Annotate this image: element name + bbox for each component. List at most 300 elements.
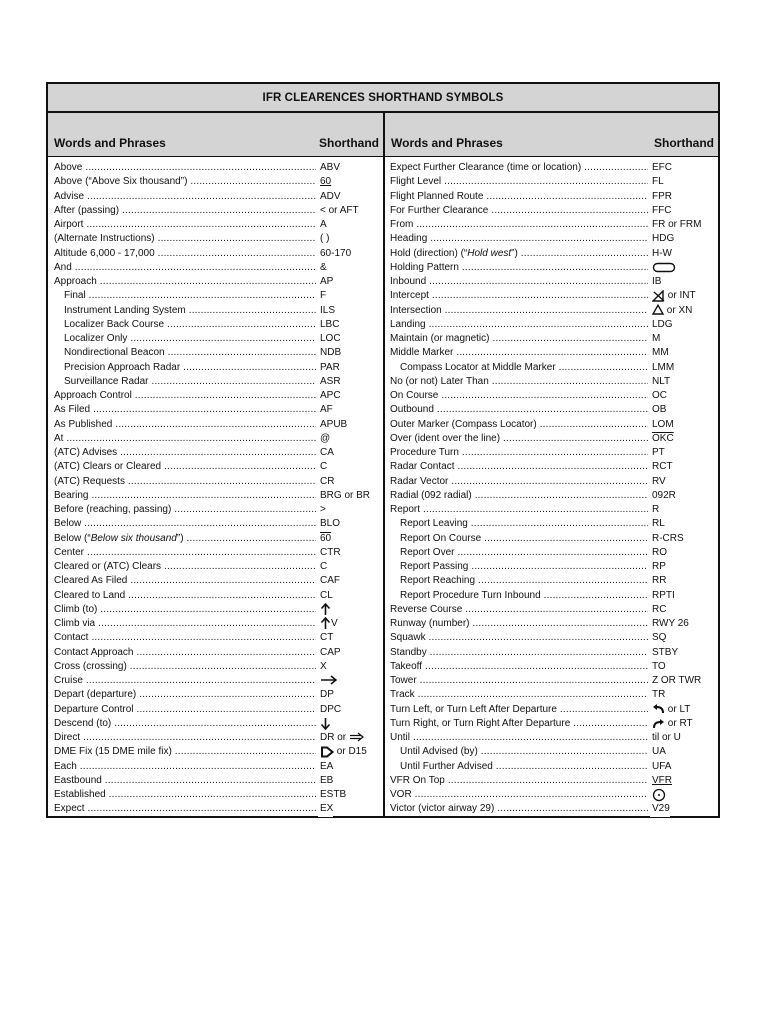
- shorthand: ESTB: [318, 788, 346, 802]
- shorthand: [318, 717, 331, 731]
- shorthand: RC: [650, 603, 666, 617]
- phrase: Until .....: [390, 731, 648, 745]
- phrase: Outer Marker (Compass Locator) .....: [390, 418, 648, 432]
- shorthand: FR or FRM: [650, 218, 701, 232]
- table-row: [385, 760, 718, 774]
- shorthand: CAP: [318, 646, 341, 660]
- phrase: From .....: [390, 218, 648, 232]
- shorthand: ABV: [318, 161, 340, 175]
- shorthand: RO: [650, 546, 667, 560]
- right-column: [385, 113, 718, 816]
- phrase: Maintain (or magnetic) .....: [390, 332, 648, 346]
- phrase: Above .....: [54, 161, 316, 175]
- shorthand: EA: [318, 760, 333, 774]
- table-row: [385, 289, 718, 303]
- table-row: [385, 560, 718, 574]
- shorthand: @: [318, 432, 330, 446]
- shorthand: $\overline{OKC}$: [650, 432, 674, 446]
- table-row: [385, 674, 718, 688]
- shorthand: ADV: [318, 190, 341, 204]
- phrase: Direct .....: [54, 731, 316, 745]
- phrase: Localizer Back Course .....: [54, 318, 316, 332]
- phrase: No (or not) Later Than .....: [390, 375, 648, 389]
- holding-pattern-icon: [652, 262, 676, 273]
- shorthand: CAF: [318, 574, 340, 588]
- shorthand: 092R: [650, 489, 676, 503]
- shorthand: V: [318, 617, 338, 631]
- shorthand: MM: [650, 346, 669, 360]
- phrase: As Filed .....: [54, 403, 316, 417]
- shorthand: LBC: [318, 318, 339, 332]
- table-row: [48, 275, 383, 289]
- table-row: [48, 574, 383, 588]
- phrase: Above (“Above Six thousand”) .....: [54, 175, 316, 189]
- shorthand: BLO: [318, 517, 340, 531]
- phrase: Approach Control .....: [54, 389, 316, 403]
- table-row: [48, 204, 383, 218]
- arrow-down-icon: [320, 718, 331, 729]
- phrase: Outbound .....: [390, 403, 648, 417]
- shorthand: APC: [318, 389, 341, 403]
- intercept-icon: [652, 290, 665, 301]
- table-row: [385, 774, 718, 788]
- shorthand: AP: [318, 275, 333, 289]
- shorthand: F: [318, 289, 326, 303]
- direct-arrow-icon: [349, 732, 365, 743]
- phrase: Turn Left, or Turn Left After Departure .....: [390, 703, 648, 717]
- table-row: [385, 703, 718, 717]
- shorthand: CL: [318, 589, 333, 603]
- table-row: [385, 731, 718, 745]
- phrase: Takeoff .....: [390, 660, 648, 674]
- table-row: [48, 304, 383, 318]
- phrase: Localizer Only .....: [54, 332, 316, 346]
- phrase: Intersection .....: [390, 304, 648, 318]
- shorthand: UA: [650, 745, 666, 759]
- table-row: [48, 389, 383, 403]
- shorthand: DR or: [318, 731, 365, 745]
- shorthand: [318, 674, 338, 688]
- phrase: Depart (departure) .....: [54, 688, 316, 702]
- phrase: Track .....: [390, 688, 648, 702]
- phrase: Cleared to Land .....: [54, 589, 316, 603]
- shorthand: or RT: [650, 717, 693, 731]
- phrase: Radial (092 radial) .....: [390, 489, 648, 503]
- table-row: [385, 475, 718, 489]
- table-row: [48, 346, 383, 360]
- table-row: [48, 717, 383, 731]
- table-row: [385, 589, 718, 603]
- phrase: After (passing) .....: [54, 204, 316, 218]
- phrase: Before (reaching, passing) .....: [54, 503, 316, 517]
- shorthand: UFA: [650, 760, 671, 774]
- shorthand: M: [650, 332, 660, 346]
- phrase: Approach .....: [54, 275, 316, 289]
- shorthand: [650, 788, 666, 803]
- shorthand: ASR: [318, 375, 341, 389]
- shorthand: EX: [318, 802, 333, 816]
- shorthand: LMM: [650, 361, 674, 375]
- phrase: VFR On Top .....: [390, 774, 648, 788]
- shorthand: A: [318, 218, 327, 232]
- words-header: Words and Phrases: [391, 136, 503, 150]
- phrase: Report Leaving .....: [390, 517, 648, 531]
- shorthand: ILS: [318, 304, 335, 318]
- table-row: [48, 688, 383, 702]
- table-row: [48, 703, 383, 717]
- phrase: Eastbound .....: [54, 774, 316, 788]
- shorthand: LOC: [318, 332, 341, 346]
- table-row: [385, 375, 718, 389]
- phrase: Climb (to) .....: [54, 603, 316, 617]
- shorthand: ( ): [318, 232, 329, 246]
- table-row: [385, 489, 718, 503]
- table-row: [48, 774, 383, 788]
- shorthand: RPTI: [650, 589, 675, 603]
- phrase: For Further Clearance .....: [390, 204, 648, 218]
- shorthand: 60: [318, 175, 331, 189]
- turn-right-icon: [652, 718, 665, 729]
- phrase: Nondirectional Beacon .....: [54, 346, 316, 360]
- shorthand: C: [318, 560, 327, 574]
- shorthand: LDG: [650, 318, 673, 332]
- phrase: Heading .....: [390, 232, 648, 246]
- phrase: Advise .....: [54, 190, 316, 204]
- table-row: [48, 745, 383, 759]
- words-header: Words and Phrases: [54, 136, 166, 150]
- shorthand: >: [318, 503, 326, 517]
- right-column-header: [385, 113, 718, 157]
- table-row: [48, 660, 383, 674]
- phrase: Over (ident over the line) .....: [390, 432, 648, 446]
- table-row: [385, 631, 718, 645]
- table-row: [385, 446, 718, 460]
- phrase: Precision Approach Radar .....: [54, 361, 316, 375]
- table-row: [385, 232, 718, 246]
- table-row: [385, 247, 718, 261]
- table-row: [48, 418, 383, 432]
- table-row: [48, 546, 383, 560]
- phrase: Until Further Advised .....: [390, 760, 648, 774]
- phrase: Tower .....: [390, 674, 648, 688]
- table-row: [48, 489, 383, 503]
- table-row: [385, 745, 718, 759]
- vor-icon: [652, 790, 666, 801]
- table-row: [385, 432, 718, 446]
- shorthand: or INT: [650, 289, 696, 303]
- shorthand: OC: [650, 389, 667, 403]
- table-row: [385, 688, 718, 702]
- table-row: [385, 332, 718, 346]
- phrase: (Alternate Instructions) .....: [54, 232, 316, 246]
- table-row: [385, 617, 718, 631]
- dme-fix-icon: [320, 746, 334, 757]
- shorthand: R: [650, 503, 659, 517]
- table-row: [385, 603, 718, 617]
- table-row: [385, 204, 718, 218]
- table-row: [48, 161, 383, 175]
- table-row: [48, 218, 383, 232]
- shorthand-header: Shorthand: [654, 136, 714, 150]
- table-row: [48, 631, 383, 645]
- phrase: (ATC) Clears or Cleared .....: [54, 460, 316, 474]
- shorthand: NDB: [318, 346, 341, 360]
- table-row: [385, 532, 718, 546]
- shorthand: VFR: [650, 774, 672, 788]
- shorthand: NLT: [650, 375, 670, 389]
- shorthand: DP: [318, 688, 334, 702]
- table-row: [385, 261, 718, 275]
- phrase: Contact Approach .....: [54, 646, 316, 660]
- shorthand: Z OR TWR: [650, 674, 701, 688]
- phrase: Turn Right, or Turn Right After Departure .....: [390, 717, 648, 731]
- shorthand: [318, 603, 331, 617]
- table-row: [48, 731, 383, 745]
- shorthand: CT: [318, 631, 333, 645]
- phrase: Bearing .....: [54, 489, 316, 503]
- shorthand: RL: [650, 517, 665, 531]
- phrase: Each .....: [54, 760, 316, 774]
- arrow-right-icon: [320, 675, 338, 686]
- phrase: Descend (to) .....: [54, 717, 316, 731]
- triangle-icon: [652, 305, 664, 316]
- table-row: [385, 190, 718, 204]
- phrase: Inbound .....: [390, 275, 648, 289]
- shorthand: 60-170: [318, 247, 351, 261]
- table-row: [48, 403, 383, 417]
- phrase: Report Procedure Turn Inbound .....: [390, 589, 648, 603]
- table-row: [385, 275, 718, 289]
- table-row: [48, 175, 383, 189]
- table-row: [48, 674, 383, 688]
- shorthand: OB: [650, 403, 666, 417]
- table-row: [385, 418, 718, 432]
- shorthand: PAR: [318, 361, 340, 375]
- left-column: [48, 113, 385, 816]
- table-row: [385, 304, 718, 318]
- phrase: Hold (direction) (“Hold west”) .....: [390, 247, 648, 261]
- phrase: Surveillance Radar .....: [54, 375, 316, 389]
- phrase: Report .....: [390, 503, 648, 517]
- table-row: [48, 190, 383, 204]
- table-row: [385, 717, 718, 731]
- shorthand: AF: [318, 403, 333, 417]
- table-row: [48, 517, 383, 531]
- phrase: Squawk .....: [390, 631, 648, 645]
- table-row: [48, 332, 383, 346]
- phrase: Holding Pattern .....: [390, 261, 648, 275]
- phrase: (ATC) Advises .....: [54, 446, 316, 460]
- shorthand: RV: [650, 475, 666, 489]
- shorthand: til or U: [650, 731, 681, 745]
- shorthand: [650, 261, 676, 275]
- left-rows: [48, 161, 383, 817]
- table-row: [48, 446, 383, 460]
- phrase: DME Fix (15 DME mile fix) .....: [54, 745, 316, 759]
- table-row: [48, 802, 383, 816]
- table-row: [385, 161, 718, 175]
- phrase: Report On Course .....: [390, 532, 648, 546]
- arrow-up-icon: [320, 604, 331, 615]
- phrase: Report Passing .....: [390, 560, 648, 574]
- table-row: [48, 760, 383, 774]
- table-row: [48, 788, 383, 802]
- table-row: [385, 218, 718, 232]
- table-row: [385, 361, 718, 375]
- phrase: Center .....: [54, 546, 316, 560]
- phrase: Expect Further Clearance (time or location) .....: [390, 161, 648, 175]
- shorthand: HDG: [650, 232, 674, 246]
- shorthand-table: [46, 82, 720, 818]
- right-rows: [385, 161, 718, 817]
- shorthand: H-W: [650, 247, 672, 261]
- table-row: [385, 403, 718, 417]
- phrase: And .....: [54, 261, 316, 275]
- phrase: Established .....: [54, 788, 316, 802]
- shorthand: RR: [650, 574, 666, 588]
- shorthand: C: [318, 460, 327, 474]
- arrow-up-icon: [320, 618, 331, 629]
- table-row: [385, 460, 718, 474]
- table-row: [48, 560, 383, 574]
- phrase: Victor (victor airway 29) .....: [390, 802, 648, 816]
- phrase: Report Over .....: [390, 546, 648, 560]
- phrase: Contact .....: [54, 631, 316, 645]
- shorthand: CA: [318, 446, 334, 460]
- phrase: Departure Control .....: [54, 703, 316, 717]
- phrase: Compass Locator at Middle Marker .....: [390, 361, 648, 375]
- phrase: VOR .....: [390, 788, 648, 802]
- table-row: [48, 475, 383, 489]
- shorthand: DPC: [318, 703, 341, 717]
- phrase: Below (“Below six thousand”) .....: [54, 532, 316, 546]
- table-row: [385, 175, 718, 189]
- shorthand: CR: [318, 475, 334, 489]
- shorthand: RCT: [650, 460, 673, 474]
- phrase: Final .....: [54, 289, 316, 303]
- shorthand: CTR: [318, 546, 341, 560]
- shorthand: &: [318, 261, 327, 275]
- table-row: [385, 389, 718, 403]
- shorthand: APUB: [318, 418, 347, 432]
- shorthand: EFC: [650, 161, 672, 175]
- phrase: Altitude 6,000 - 17,000 .....: [54, 247, 316, 261]
- phrase: Report Reaching .....: [390, 574, 648, 588]
- phrase: (ATC) Requests .....: [54, 475, 316, 489]
- table-row: [385, 660, 718, 674]
- phrase: Intercept .....: [390, 289, 648, 303]
- table-row: [385, 802, 718, 816]
- shorthand: or LT: [650, 703, 690, 717]
- phrase: Cruise .....: [54, 674, 316, 688]
- shorthand: SQ: [650, 631, 666, 645]
- shorthand: V29: [650, 802, 670, 816]
- shorthand: X: [318, 660, 327, 674]
- table-row: [385, 346, 718, 360]
- shorthand: FFC: [650, 204, 671, 218]
- phrase: Runway (number) .....: [390, 617, 648, 631]
- phrase: Below .....: [54, 517, 316, 531]
- phrase: Airport .....: [54, 218, 316, 232]
- shorthand: TR: [650, 688, 665, 702]
- table-row: [48, 361, 383, 375]
- table-row: [48, 603, 383, 617]
- phrase: Middle Marker .....: [390, 346, 648, 360]
- table-row: [385, 318, 718, 332]
- shorthand: 60: [318, 532, 331, 546]
- table-row: [48, 432, 383, 446]
- shorthand: FPR: [650, 190, 672, 204]
- shorthand: R-CRS: [650, 532, 684, 546]
- table-title: IFR CLEARENCES SHORTHAND SYMBOLS: [48, 84, 718, 113]
- shorthand: STBY: [650, 646, 678, 660]
- phrase: Landing .....: [390, 318, 648, 332]
- table-row: [48, 589, 383, 603]
- table-row: [48, 617, 383, 631]
- table-row: [385, 503, 718, 517]
- table-row: [48, 375, 383, 389]
- left-column-header: [48, 113, 383, 157]
- phrase: Expect .....: [54, 802, 316, 816]
- table-row: [48, 318, 383, 332]
- turn-left-icon: [652, 704, 665, 715]
- table-row: [385, 517, 718, 531]
- phrase: As Published .....: [54, 418, 316, 432]
- phrase: Instrument Landing System .....: [54, 304, 316, 318]
- shorthand-header: Shorthand: [319, 136, 379, 150]
- shorthand: EB: [318, 774, 333, 788]
- phrase: Climb via .....: [54, 617, 316, 631]
- phrase: Flight Planned Route .....: [390, 190, 648, 204]
- table-row: [385, 546, 718, 560]
- shorthand: or XN: [650, 304, 692, 318]
- table-row: [48, 289, 383, 303]
- phrase: Flight Level .....: [390, 175, 648, 189]
- phrase: At .....: [54, 432, 316, 446]
- shorthand: TO: [650, 660, 666, 674]
- shorthand: BRG or BR: [318, 489, 370, 503]
- shorthand: or D15: [318, 745, 367, 759]
- phrase: Cleared or (ATC) Clears .....: [54, 560, 316, 574]
- shorthand: FL: [650, 175, 664, 189]
- shorthand: RP: [650, 560, 666, 574]
- shorthand: RWY 26: [650, 617, 689, 631]
- phrase: Procedure Turn .....: [390, 446, 648, 460]
- phrase: Standby .....: [390, 646, 648, 660]
- phrase: Radar Contact .....: [390, 460, 648, 474]
- phrase: Until Advised (by) .....: [390, 745, 648, 759]
- table-row: [48, 247, 383, 261]
- table-row: [48, 460, 383, 474]
- phrase: Cleared As Filed .....: [54, 574, 316, 588]
- table-row: [48, 532, 383, 546]
- phrase: Reverse Course .....: [390, 603, 648, 617]
- phrase: On Course .....: [390, 389, 648, 403]
- table-row: [48, 261, 383, 275]
- shorthand: PT: [650, 446, 665, 460]
- table-row: [385, 788, 718, 802]
- shorthand: < or AFT: [318, 204, 359, 218]
- table-row: [48, 503, 383, 517]
- table-row: [385, 574, 718, 588]
- phrase: Cross (crossing) .....: [54, 660, 316, 674]
- shorthand: IB: [650, 275, 661, 289]
- shorthand: LOM: [650, 418, 674, 432]
- phrase: Radar Vector .....: [390, 475, 648, 489]
- table-row: [385, 646, 718, 660]
- table-row: [48, 232, 383, 246]
- table-row: [48, 646, 383, 660]
